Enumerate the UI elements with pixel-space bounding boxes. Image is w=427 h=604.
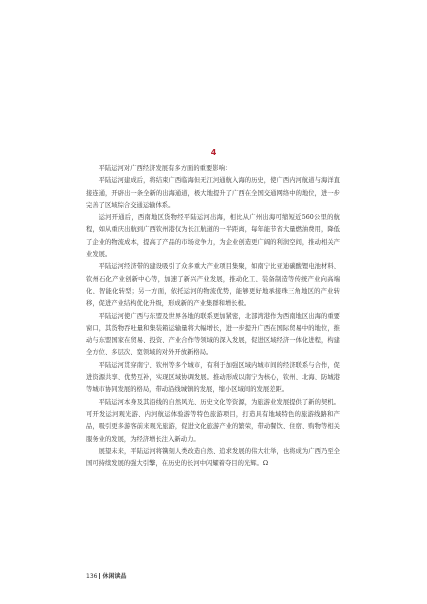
paragraph: 展望未来，平陆运河将镌刻人类改造自然、追求发展的伟大壮举，也将成为广西乃至全国可持续发展的强大引擎，在历史的长河中闪耀着夺目的光辉。Ω xyxy=(86,447,340,468)
paragraph: 运河开通后，西南地区货物经平陆运河出海，相比从广州出海可缩短近560公里的航程，如从重庆出航到广西钦州港仅为长江航道的一半距离，每年能节省大量燃油费用，降低了企业的物流成本，提高了产品的市场竞争力，为企业创造更广阔的利润空间，推动相关产业发展。 xyxy=(86,214,340,259)
paragraph: 平陆运河建成后，将结束广西临海但无江河通航入海的历史，使广西内河航道与海洋直接连通，开辟出一条全新的出海通道，极大地提升了广西在全国交通网络中的地位，进一步完善了区域综合交通运输体系。 xyxy=(86,177,340,209)
footer-divider xyxy=(99,573,100,579)
paragraph: 平陆运河经济带的建设吸引了众多重大产业项目集聚，如南宁比亚迪碳酸锂电池材料、钦州石化产业创新中心等，加速了新兴产业发展，推动化工、装备制造等传统产业向高端化、智能化转型；另一方面，依托运河的物流优势，能够更好地承接珠三角地区的产业转移，促进产业结构优化升级，形成新的产业集群和增长极。 xyxy=(86,263,340,308)
publication-name: 休闲读品 xyxy=(102,573,127,580)
paragraph: 平陆运河使广西与东盟及世界各地的联系更加紧密，北部湾港作为西南地区出海的重要窗口，其货物吞吐量和集装箱运输量将大幅增长，进一步提升广西在国际贸易中的地位，推动与东盟国家在贸易、投资、产业合作等领域的深入发展，促进区域经济一体化进程，构建全方位、多层次、宽领域的对外开放新格局。 xyxy=(86,312,340,357)
paragraph: 平陆运河对广西经济发展有多方面的重要影响： xyxy=(98,165,232,172)
article-body xyxy=(86,163,340,470)
page-footer xyxy=(86,571,126,580)
paragraph: 平陆运河贯穿南宁、钦州等多个城市，有利于加强区域内城市间的经济联系与合作，促进资源共享、优势互补，实现区域协调发展。推动形成以南宁为核心，钦州、北海、防城港等城市协同发展的格局，带动沿线城镇的发展，缩小区域间的发展差距。 xyxy=(86,361,340,394)
section-number: 4 xyxy=(210,148,217,157)
page-number: 136 xyxy=(86,573,98,580)
paragraph: 平陆运河本身及其沿线的自然风光、历史文化等资源，为旅游业发展提供了新的契机。可开发运河观光游、内河航运体验游等特色旅游项目，打造具有地域特色的旅游线路和产品，吸引更多游客前来观光旅游，促进文化旅游产业的繁荣，带动餐饮、住宿、购物等相关服务业的发展，为经济增长注入新动力。 xyxy=(86,398,340,443)
